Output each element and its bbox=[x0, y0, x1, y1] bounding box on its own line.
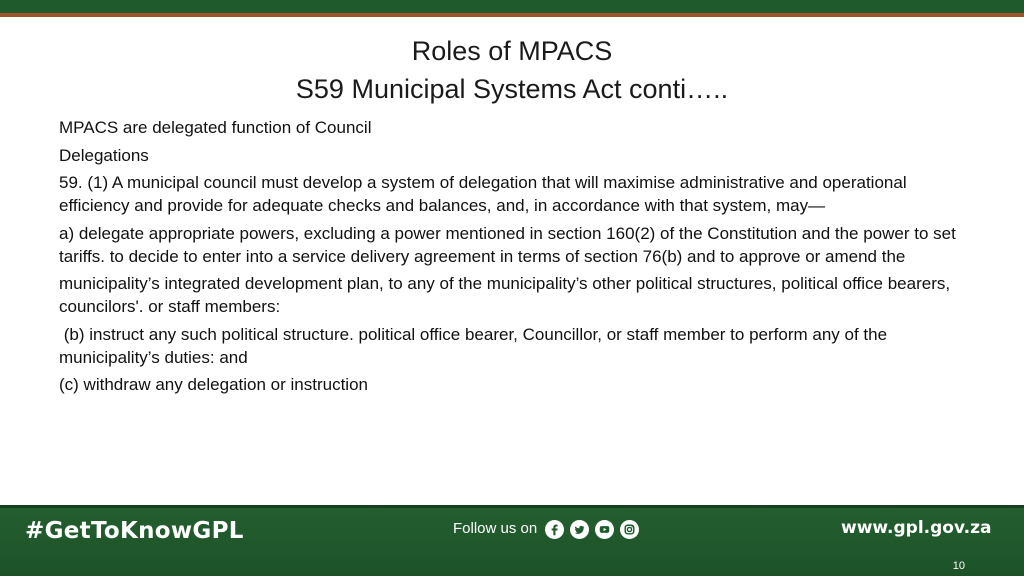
body-paragraph: Delegations bbox=[59, 145, 149, 165]
body-paragraph: municipality’s integrated development plan, to any of the municipality’s other political structures, political office bearers, councilors'. or staff members: bbox=[59, 274, 951, 316]
body-paragraph: (c) withdraw any delegation or instruction bbox=[59, 375, 368, 394]
follow-us bbox=[453, 518, 645, 540]
footer-rule bbox=[0, 505, 1024, 508]
footer-website[interactable]: www.gpl.gov.za bbox=[841, 518, 992, 538]
slide-title bbox=[0, 34, 1024, 106]
body-paragraph: a) delegate appropriate powers, excluding a power mentioned in section 160(2) of the Constitution and the power to set tariffs. to decide to enter into a service delivery agreement in terms of section 76(b) and to approve or amend the bbox=[59, 223, 956, 266]
facebook-icon[interactable] bbox=[545, 520, 564, 539]
body-paragraph: (b) instruct any such political structure. political office bearer, Councillor, or staff member to perform any of the municipality’s duties: and bbox=[59, 324, 897, 367]
twitter-icon[interactable] bbox=[570, 520, 589, 539]
follow-label: Follow us on bbox=[453, 520, 538, 537]
title-line-1: Roles of MPACS bbox=[411, 36, 613, 66]
header-rule bbox=[0, 13, 1024, 17]
body-paragraph: MPACS are delegated function of Council bbox=[59, 118, 372, 137]
title-line-2: S59 Municipal Systems Act conti….. bbox=[295, 74, 729, 104]
youtube-icon[interactable] bbox=[595, 520, 614, 539]
slide-body bbox=[59, 116, 979, 401]
footer-bar bbox=[0, 505, 1024, 576]
header-band bbox=[0, 0, 1024, 13]
slide-number: 10 bbox=[952, 560, 965, 572]
body-paragraph: 59. (1) A municipal council must develop a system of delegation that will maximise administrative and operational efficiency and provide for adequate checks and balances, and, in accordance with that system, may— bbox=[59, 173, 907, 215]
instagram-icon[interactable] bbox=[620, 520, 639, 539]
footer-hashtag: #GetToKnowGPL bbox=[25, 518, 244, 544]
